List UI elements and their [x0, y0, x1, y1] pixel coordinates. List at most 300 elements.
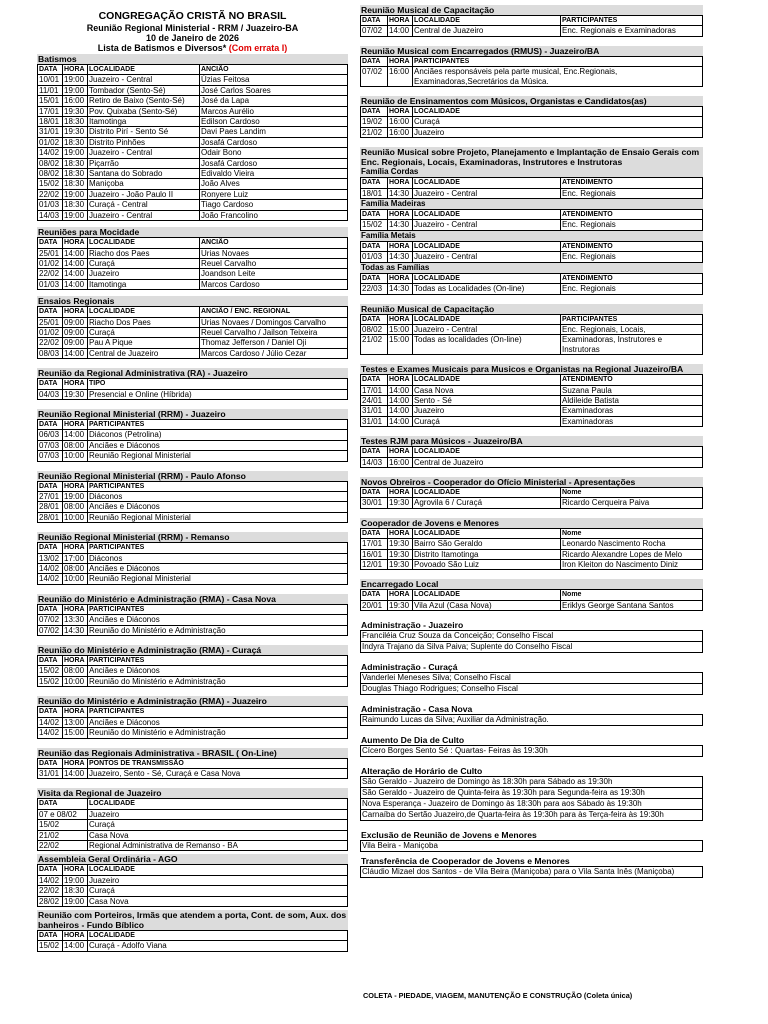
ensaios-cell: Curaçá [88, 327, 200, 337]
ra_juazeiro-col-header: TIPO [88, 379, 348, 389]
enc_local-cell: Vila Azul (Casa Nova) [413, 600, 561, 610]
brasil_online-header-row [38, 758, 348, 768]
mocidade-row [38, 258, 348, 268]
errata-label: (Com errata I) [228, 43, 288, 53]
batismos-cell: Itamotinga [88, 117, 200, 127]
ago-cell: 19:00 [63, 896, 88, 906]
batismos-cell: Distrito Pinhões [88, 137, 200, 147]
mocidade-cell: 14:00 [63, 248, 88, 258]
ra_juazeiro-col-header: DATA [38, 379, 63, 389]
mocidade-row [38, 248, 348, 258]
mocidade-col-header: ANCIÃO [200, 238, 348, 248]
mocidade-cell: 22/02 [38, 269, 63, 279]
rrm_paulo-col-header: PARTICIPANTES [88, 481, 348, 491]
obreiros-cell: 30/01 [361, 498, 388, 508]
brasil_online-table [37, 758, 348, 780]
ensaios-cell: Pau A Pique [88, 338, 200, 348]
rrm_paulo-header-row [38, 481, 348, 491]
rma_juazeiro-row [38, 728, 348, 738]
exclusao-title: Exclusão de Reunião de Jovens e Menores [361, 830, 537, 841]
exclusao-line: Vila Beira - Maniçoba [362, 841, 438, 851]
batismos-cell: José Carlos Soares [200, 85, 348, 95]
cooperador-cell: 16/01 [361, 549, 388, 559]
mocidade-cell: 01/03 [38, 279, 63, 289]
batismos-cell: Ronyere Luiz [200, 189, 348, 199]
ra_juazeiro-cell: 19:30 [63, 389, 88, 399]
rrm_juazeiro-col-header: HORA [63, 419, 88, 429]
porteiros-cell: Curaçá - Adolfo Viana [88, 941, 348, 951]
rrm_remanso-cell: 17:00 [63, 553, 88, 563]
rrm_juazeiro-row [38, 430, 348, 440]
adm_curaca-line: Vanderlei Meneses Silva; Conselho Fiscal [361, 673, 702, 684]
cooperador-cell: 17/01 [361, 539, 388, 549]
testes-col-header: ATENDIMENTO [561, 375, 703, 385]
ra_juazeiro-cell: Presencial e Online (Híbrida) [88, 389, 348, 399]
testes-header-row [361, 375, 703, 385]
rjm-col-header: DATA [361, 447, 388, 457]
ra_juazeiro-section [37, 368, 348, 400]
batismos-row [38, 200, 348, 210]
capacitacao1-row [361, 26, 703, 36]
batismos-col-header: DATA [38, 65, 63, 75]
projeto-col-header: LOCALIDADE [413, 241, 561, 251]
rmus-col-header: DATA [361, 56, 388, 66]
projeto-table [360, 177, 703, 199]
ensaios-cell: 25/01 [38, 317, 63, 327]
batismos-title: Batismos [37, 54, 348, 64]
projeto-col-header: HORA [388, 241, 413, 251]
projeto-row [361, 284, 703, 294]
page-date: 10 de Janeiro de 2026 [145, 33, 240, 43]
batismos-cell: 15/02 [38, 179, 63, 189]
rrm_remanso-cell: 14/02 [38, 574, 63, 584]
batismos-cell: 08/02 [38, 158, 63, 168]
rrm_paulo-row [38, 502, 348, 512]
ago-row [38, 896, 348, 906]
rma_casanova-section [37, 594, 348, 636]
ensaios-cell: 01/02 [38, 327, 63, 337]
rrm_paulo-title: Reunião Regional Ministerial (RRM) - Paulo Afonso [37, 471, 348, 481]
enc_local-col-header: HORA [388, 590, 413, 600]
ensaios-cell: 09:00 [63, 327, 88, 337]
batismos-cell: Juazeiro - João Paulo II [88, 189, 200, 199]
projeto-cell: Enc. Regionais [561, 252, 703, 262]
projeto-section [360, 147, 703, 294]
ensinamentos-cell: 16:00 [388, 127, 413, 137]
projeto-row [361, 188, 703, 198]
rjm-section [360, 436, 703, 468]
visita-header-row [38, 799, 348, 809]
rrm_remanso-cell: Reunião Regional Ministerial [88, 574, 348, 584]
batismos-row [38, 85, 348, 95]
rrm_juazeiro-col-header: DATA [38, 419, 63, 429]
rrm_remanso-col-header: DATA [38, 543, 63, 553]
batismos-cell: João Francolino [200, 210, 348, 220]
rma_curaca-col-header: DATA [38, 656, 63, 666]
porteiros-table [37, 930, 348, 952]
visita-cell: Juazeiro [88, 809, 348, 819]
batismos-cell: 18/01 [38, 117, 63, 127]
ra_juazeiro-row [38, 389, 348, 399]
rma_juazeiro-title: Reunião do Ministério e Administração (RMA) - Juazeiro [37, 696, 348, 706]
mocidade-cell: 14:00 [63, 279, 88, 289]
visita-cell: 15/02 [38, 820, 88, 830]
testes-col-header: DATA [361, 375, 388, 385]
batismos-cell: 11/01 [38, 85, 63, 95]
rma_curaca-title: Reunião do Ministério e Administração (RMA) - Curaçá [37, 645, 348, 655]
batismos-cell: 14/02 [38, 148, 63, 158]
rma_juazeiro-cell: Anciães e Diáconos [88, 717, 348, 727]
rma_curaca-cell: 10:00 [63, 676, 88, 686]
adm_curaca-title: Administração - Curaçá [361, 662, 458, 673]
rma_curaca-cell: Reunião do Ministério e Administração [88, 676, 348, 686]
alteracao-line: São Geraldo - Juazeiro de Domingo às 18:30h para Sábado as 19:30h [361, 777, 702, 788]
projeto-cell: Enc. Regionais [561, 220, 703, 230]
alteracao-line: São Geraldo - Juazeiro de Quinta-feira às 19:30h para Segunda-feira as 19:30h [361, 788, 702, 799]
rrm_paulo-section [37, 471, 348, 524]
ensinamentos-cell: Juazeiro [413, 127, 703, 137]
testes-cell: Aldileide Batista [561, 395, 703, 405]
capacitacao2-header-row [361, 314, 703, 324]
enc_local-cell: Eriklys George Santana Santos [561, 600, 703, 610]
rma_juazeiro-cell: 13:00 [63, 717, 88, 727]
batismos-cell: João Alves [200, 179, 348, 189]
ensinamentos-row [361, 127, 703, 137]
rma_casanova-cell: 07/02 [38, 625, 63, 635]
testes-section [360, 364, 703, 427]
ago-cell: 28/02 [38, 896, 63, 906]
cooperador-col-header: LOCALIDADE [413, 528, 561, 538]
ensinamentos-cell: 21/02 [361, 127, 388, 137]
batismos-cell: 19:00 [63, 189, 88, 199]
visita-col-header: LOCALIDADE [88, 799, 348, 809]
brasil_online-col-header: HORA [63, 758, 88, 768]
adm_juazeiro-line: Franciléia Cruz Souza da Conceição; Conselho Fiscal [361, 631, 702, 642]
obreiros-title: Novos Obreiros - Cooperador do Ofício Ministerial - Apresentações [360, 477, 703, 487]
ensaios-header-row [38, 307, 348, 317]
batismos-row [38, 148, 348, 158]
adm_curaca-section [360, 662, 703, 695]
batismos-cell: Distrito Pirí - Sento Sé [88, 127, 200, 137]
projeto-cell: Enc. Regionais [561, 284, 703, 294]
rrm_paulo-cell: 19:00 [63, 492, 88, 502]
batismos-row [38, 96, 348, 106]
batismos-cell: 18:30 [63, 200, 88, 210]
rmus-header-row [361, 56, 703, 66]
batismos-cell: 17/01 [38, 106, 63, 116]
batismos-cell: Tombador (Sento-Sé) [88, 85, 200, 95]
rma_curaca-col-header: PARTICIPANTES [88, 656, 348, 666]
testes-cell: Juazeiro [413, 406, 561, 416]
brasil_online-col-header: DATA [38, 758, 63, 768]
capacitacao2-table [360, 314, 703, 356]
capacitacao1-cell: Enc. Regionais e Examinadoras [561, 26, 703, 36]
visita-section [37, 788, 348, 851]
ago-section [37, 854, 348, 907]
obreiros-cell: 19:30 [388, 498, 413, 508]
testes-cell: Examinadoras [561, 406, 703, 416]
projeto-cell: 14:30 [388, 220, 413, 230]
rma_juazeiro-table [37, 706, 348, 738]
projeto-group-title: Família Metais [360, 231, 703, 241]
aumento-section [360, 735, 703, 757]
ensaios-cell: 08/03 [38, 348, 63, 358]
rrm_paulo-col-header: HORA [63, 481, 88, 491]
mocidade-cell: Itamotinga [88, 279, 200, 289]
enc_local-cell: 20/01 [361, 600, 388, 610]
batismos-cell: Juazeiro - Central [88, 210, 200, 220]
rma_juazeiro-section [37, 696, 348, 738]
visita-cell: 07 e 08/02 [38, 809, 88, 819]
cooperador-row [361, 549, 703, 559]
rrm_remanso-row [38, 553, 348, 563]
rrm_juazeiro-cell: 07/03 [38, 451, 63, 461]
visita-row [38, 820, 348, 830]
projeto-cell: Todas as Localidades (On-line) [413, 284, 561, 294]
projeto-cell: 14:30 [388, 284, 413, 294]
cooperador-header-row [361, 528, 703, 538]
rjm-col-header: LOCALIDADE [413, 447, 703, 457]
projeto-cell: 22/03 [361, 284, 388, 294]
projeto-col-header: ATENDIMENTO [561, 178, 703, 188]
visita-title: Visita da Regional de Juazeiro [37, 788, 348, 798]
alteracao-box [360, 776, 703, 821]
capacitacao2-cell: Todas as localidades (On-line) [413, 335, 561, 355]
visita-col-header: DATA [38, 799, 88, 809]
rrm_paulo-cell: 28/01 [38, 512, 63, 522]
ensinamentos-section [360, 96, 703, 138]
batismos-row [38, 137, 348, 147]
batismos-cell: Juazeiro - Central [88, 148, 200, 158]
projeto-col-header: LOCALIDADE [413, 273, 561, 283]
mocidade-row [38, 279, 348, 289]
projeto-col-header: ATENDIMENTO [561, 210, 703, 220]
ensinamentos-col-header: LOCALIDADE [413, 107, 703, 117]
ensaios-cell: 09:00 [63, 338, 88, 348]
ensaios-cell: 22/02 [38, 338, 63, 348]
rjm-title: Testes RJM para Músicos - Juazeiro/BA [360, 436, 703, 446]
rrm_juazeiro-col-header: PARTICIPANTES [88, 419, 348, 429]
rjm-cell: 16:00 [388, 457, 413, 467]
rrm_paulo-cell: 08:00 [63, 502, 88, 512]
ago-cell: 14/02 [38, 875, 63, 885]
testes-cell: Casa Nova [413, 385, 561, 395]
obreiros-col-header: DATA [361, 487, 388, 497]
batismos-row [38, 210, 348, 220]
batismos-cell: Odair Bono [200, 148, 348, 158]
rma_juazeiro-col-header: DATA [38, 707, 63, 717]
rrm_juazeiro-header-row [38, 419, 348, 429]
capacitacao2-col-header: PARTICIPANTES [561, 314, 703, 324]
ra_juazeiro-header-row [38, 379, 348, 389]
ago-row [38, 886, 348, 896]
transferencia-line: Cláudio Mizael dos Santos - de Vila Beira (Maniçoba) para o Vila Santa Inês (Maniçoba) [362, 867, 675, 877]
ensaios-cell: Marcos Cardoso / Júlio Cezar [200, 348, 348, 358]
ago-cell: 19:00 [63, 875, 88, 885]
batismos-cell: 18:30 [63, 117, 88, 127]
rjm-cell: 14/03 [361, 457, 388, 467]
testes-cell: 31/01 [361, 416, 388, 426]
batismos-col-header: ANCIÃO [200, 65, 348, 75]
rrm_juazeiro-cell: Anciães e Diáconos [88, 440, 348, 450]
rrm_remanso-section [37, 532, 348, 585]
capacitacao2-cell: Enc. Regionais, Locais, [561, 324, 703, 334]
porteiros-title: Reunião com Porteiros, Irmãs que atendem a porta, Cont. de som, Aux. dos banheiros - Fundo Bíblico [38, 909, 347, 930]
porteiros-header-row [38, 930, 348, 940]
adm_juazeiro-box [360, 630, 703, 653]
capacitacao1-cell: 07/02 [361, 26, 388, 36]
adm_juazeiro-section [360, 620, 703, 653]
visita-table [37, 798, 348, 851]
ensaios-row [38, 338, 348, 348]
rrm_juazeiro-cell: Reunião Regional Ministerial [88, 451, 348, 461]
rrm_juazeiro-table [37, 419, 348, 462]
rma_curaca-cell: 15/02 [38, 666, 63, 676]
rma_casanova-cell: 13:30 [63, 615, 88, 625]
rma_juazeiro-cell: 14/02 [38, 717, 63, 727]
batismos-cell: Josafá Cardoso [200, 137, 348, 147]
projeto-row [361, 220, 703, 230]
rrm_remanso-col-header: PARTICIPANTES [88, 543, 348, 553]
projeto-col-header: DATA [361, 241, 388, 251]
ensaios-section [37, 296, 348, 359]
capacitacao1-cell: 14:00 [388, 26, 413, 36]
cooperador-cell: Bairro São Geraldo [413, 539, 561, 549]
porteiros-cell: 14:00 [63, 941, 88, 951]
batismos-cell: Edivaldo Vieira [200, 169, 348, 179]
batismos-cell: 01/03 [38, 200, 63, 210]
ensinamentos-title: Reunião de Ensinamentos com Músicos, Organistas e Candidatos(as) [360, 96, 703, 106]
cooperador-cell: Leonardo Nascimento Rocha [561, 539, 703, 549]
projeto-col-header: LOCALIDADE [413, 178, 561, 188]
ago-title: Assembleia Geral Ordinária - AGO [37, 854, 348, 864]
enc_local-section [360, 579, 703, 611]
batismos-table [37, 64, 348, 221]
batismos-cell: José da Lapa [200, 96, 348, 106]
left-column [37, 0, 348, 952]
capacitacao1-header-row [361, 16, 703, 26]
projeto-table [360, 273, 703, 295]
transferencia-box [360, 866, 703, 878]
testes-title: Testes e Exames Musicais para Musicos e Organistas na Regional Juazeiro/BA [360, 364, 703, 374]
projeto-title: Reunião Musical sobre Projeto, Planejamento e Implantação de Ensaio Gerais com Enc. Regionais, Locais, Examinadoras, Instrutores e Instrutoras [360, 147, 703, 167]
cooperador-col-header: DATA [361, 528, 388, 538]
exclusao-box [360, 840, 703, 852]
batismos-cell: 18:30 [63, 169, 88, 179]
batismos-row [38, 169, 348, 179]
batismos-cell: 10/01 [38, 75, 63, 85]
cooperador-cell: Iron Kleiton do Nascimento Diniz [561, 560, 703, 570]
ago-cell: Casa Nova [88, 896, 348, 906]
cooperador-row [361, 539, 703, 549]
mocidade-title: Reuniões para Mocidade [37, 227, 348, 237]
capacitacao2-row [361, 324, 703, 334]
projeto-header-row [361, 210, 703, 220]
rrm_remanso-row [38, 564, 348, 574]
projeto-group-title: Todas as Famílias [360, 263, 703, 273]
projeto-cell: 01/03 [361, 252, 388, 262]
capacitacao1-col-header: LOCALIDADE [413, 16, 561, 26]
rma_juazeiro-col-header: PARTICIPANTES [88, 707, 348, 717]
ensaios-table [37, 306, 348, 359]
projeto-row [361, 252, 703, 262]
batismos-cell: Santana do Sobrado [88, 169, 200, 179]
batismos-row [38, 189, 348, 199]
rma_casanova-col-header: DATA [38, 604, 63, 614]
capacitacao2-cell: 21/02 [361, 335, 388, 355]
obreiros-col-header: Nome [561, 487, 703, 497]
ensaios-cell: Thomaz Jefferson / Daniel Oji [200, 338, 348, 348]
batismos-cell: Curaçá - Central [88, 200, 200, 210]
projeto-cell: 14:30 [388, 252, 413, 262]
capacitacao1-col-header: HORA [388, 16, 413, 26]
rrm_remanso-cell: 08:00 [63, 564, 88, 574]
rma_juazeiro-cell: 15:00 [63, 728, 88, 738]
mocidade-cell: 14:00 [63, 258, 88, 268]
projeto-cell: 15/02 [361, 220, 388, 230]
page-list-title: Lista de Batismos e Diversos* (Com errata I) [97, 43, 288, 53]
ensinamentos-col-header: DATA [361, 107, 388, 117]
capacitacao2-col-header: DATA [361, 314, 388, 324]
batismos-cell: 16:00 [63, 96, 88, 106]
obreiros-col-header: HORA [388, 487, 413, 497]
rma_casanova-title: Reunião do Ministério e Administração (RMA) - Casa Nova [37, 594, 348, 604]
rma_juazeiro-col-header: HORA [63, 707, 88, 717]
ago-table [37, 864, 348, 907]
ago-cell: Curaçá [88, 886, 348, 896]
ago-cell: Juazeiro [88, 875, 348, 885]
projeto-cell: Enc. Regionais [561, 188, 703, 198]
testes-row [361, 395, 703, 405]
batismos-cell: 14/03 [38, 210, 63, 220]
capacitacao1-col-header: PARTICIPANTES [561, 16, 703, 26]
rma_casanova-col-header: HORA [63, 604, 88, 614]
rma_casanova-table [37, 604, 348, 636]
porteiros-cell: 15/02 [38, 941, 63, 951]
batismos-cell: 15/01 [38, 96, 63, 106]
ago-col-header: DATA [38, 865, 63, 875]
rjm-col-header: HORA [388, 447, 413, 457]
rrm_paulo-cell: 28/01 [38, 502, 63, 512]
obreiros-header-row [361, 487, 703, 497]
batismos-row [38, 158, 348, 168]
capacitacao1-title: Reunião Musical de Capacitação [360, 5, 703, 15]
capacitacao2-cell: Juazeiro - Central [413, 324, 561, 334]
testes-table [360, 374, 703, 427]
testes-cell: 24/01 [361, 395, 388, 405]
ra_juazeiro-cell: 04/03 [38, 389, 63, 399]
batismos-row [38, 106, 348, 116]
ensaios-row [38, 327, 348, 337]
batismos-row [38, 117, 348, 127]
testes-cell: 14:00 [388, 395, 413, 405]
batismos-cell: Edilson Cardoso [200, 117, 348, 127]
rma_juazeiro-cell: 14/02 [38, 728, 63, 738]
cooperador-section [360, 518, 703, 571]
exclusao-section [360, 830, 703, 852]
aumento-title: Aumento De Dia de Culto [361, 735, 465, 746]
rrm_remanso-col-header: HORA [63, 543, 88, 553]
rrm_paulo-cell: Reunião Regional Ministerial [88, 512, 348, 522]
mocidade-cell: Curaçá [88, 258, 200, 268]
batismos-cell: 08/02 [38, 169, 63, 179]
obreiros-table [360, 487, 703, 509]
enc_local-cell: 19:30 [388, 600, 413, 610]
rma_juazeiro-header-row [38, 707, 348, 717]
testes-cell: 31/01 [361, 406, 388, 416]
mocidade-cell: Urias Novaes [200, 248, 348, 258]
ensaios-col-header: ANCIÃO / ENC. REGIONAL [200, 307, 348, 317]
